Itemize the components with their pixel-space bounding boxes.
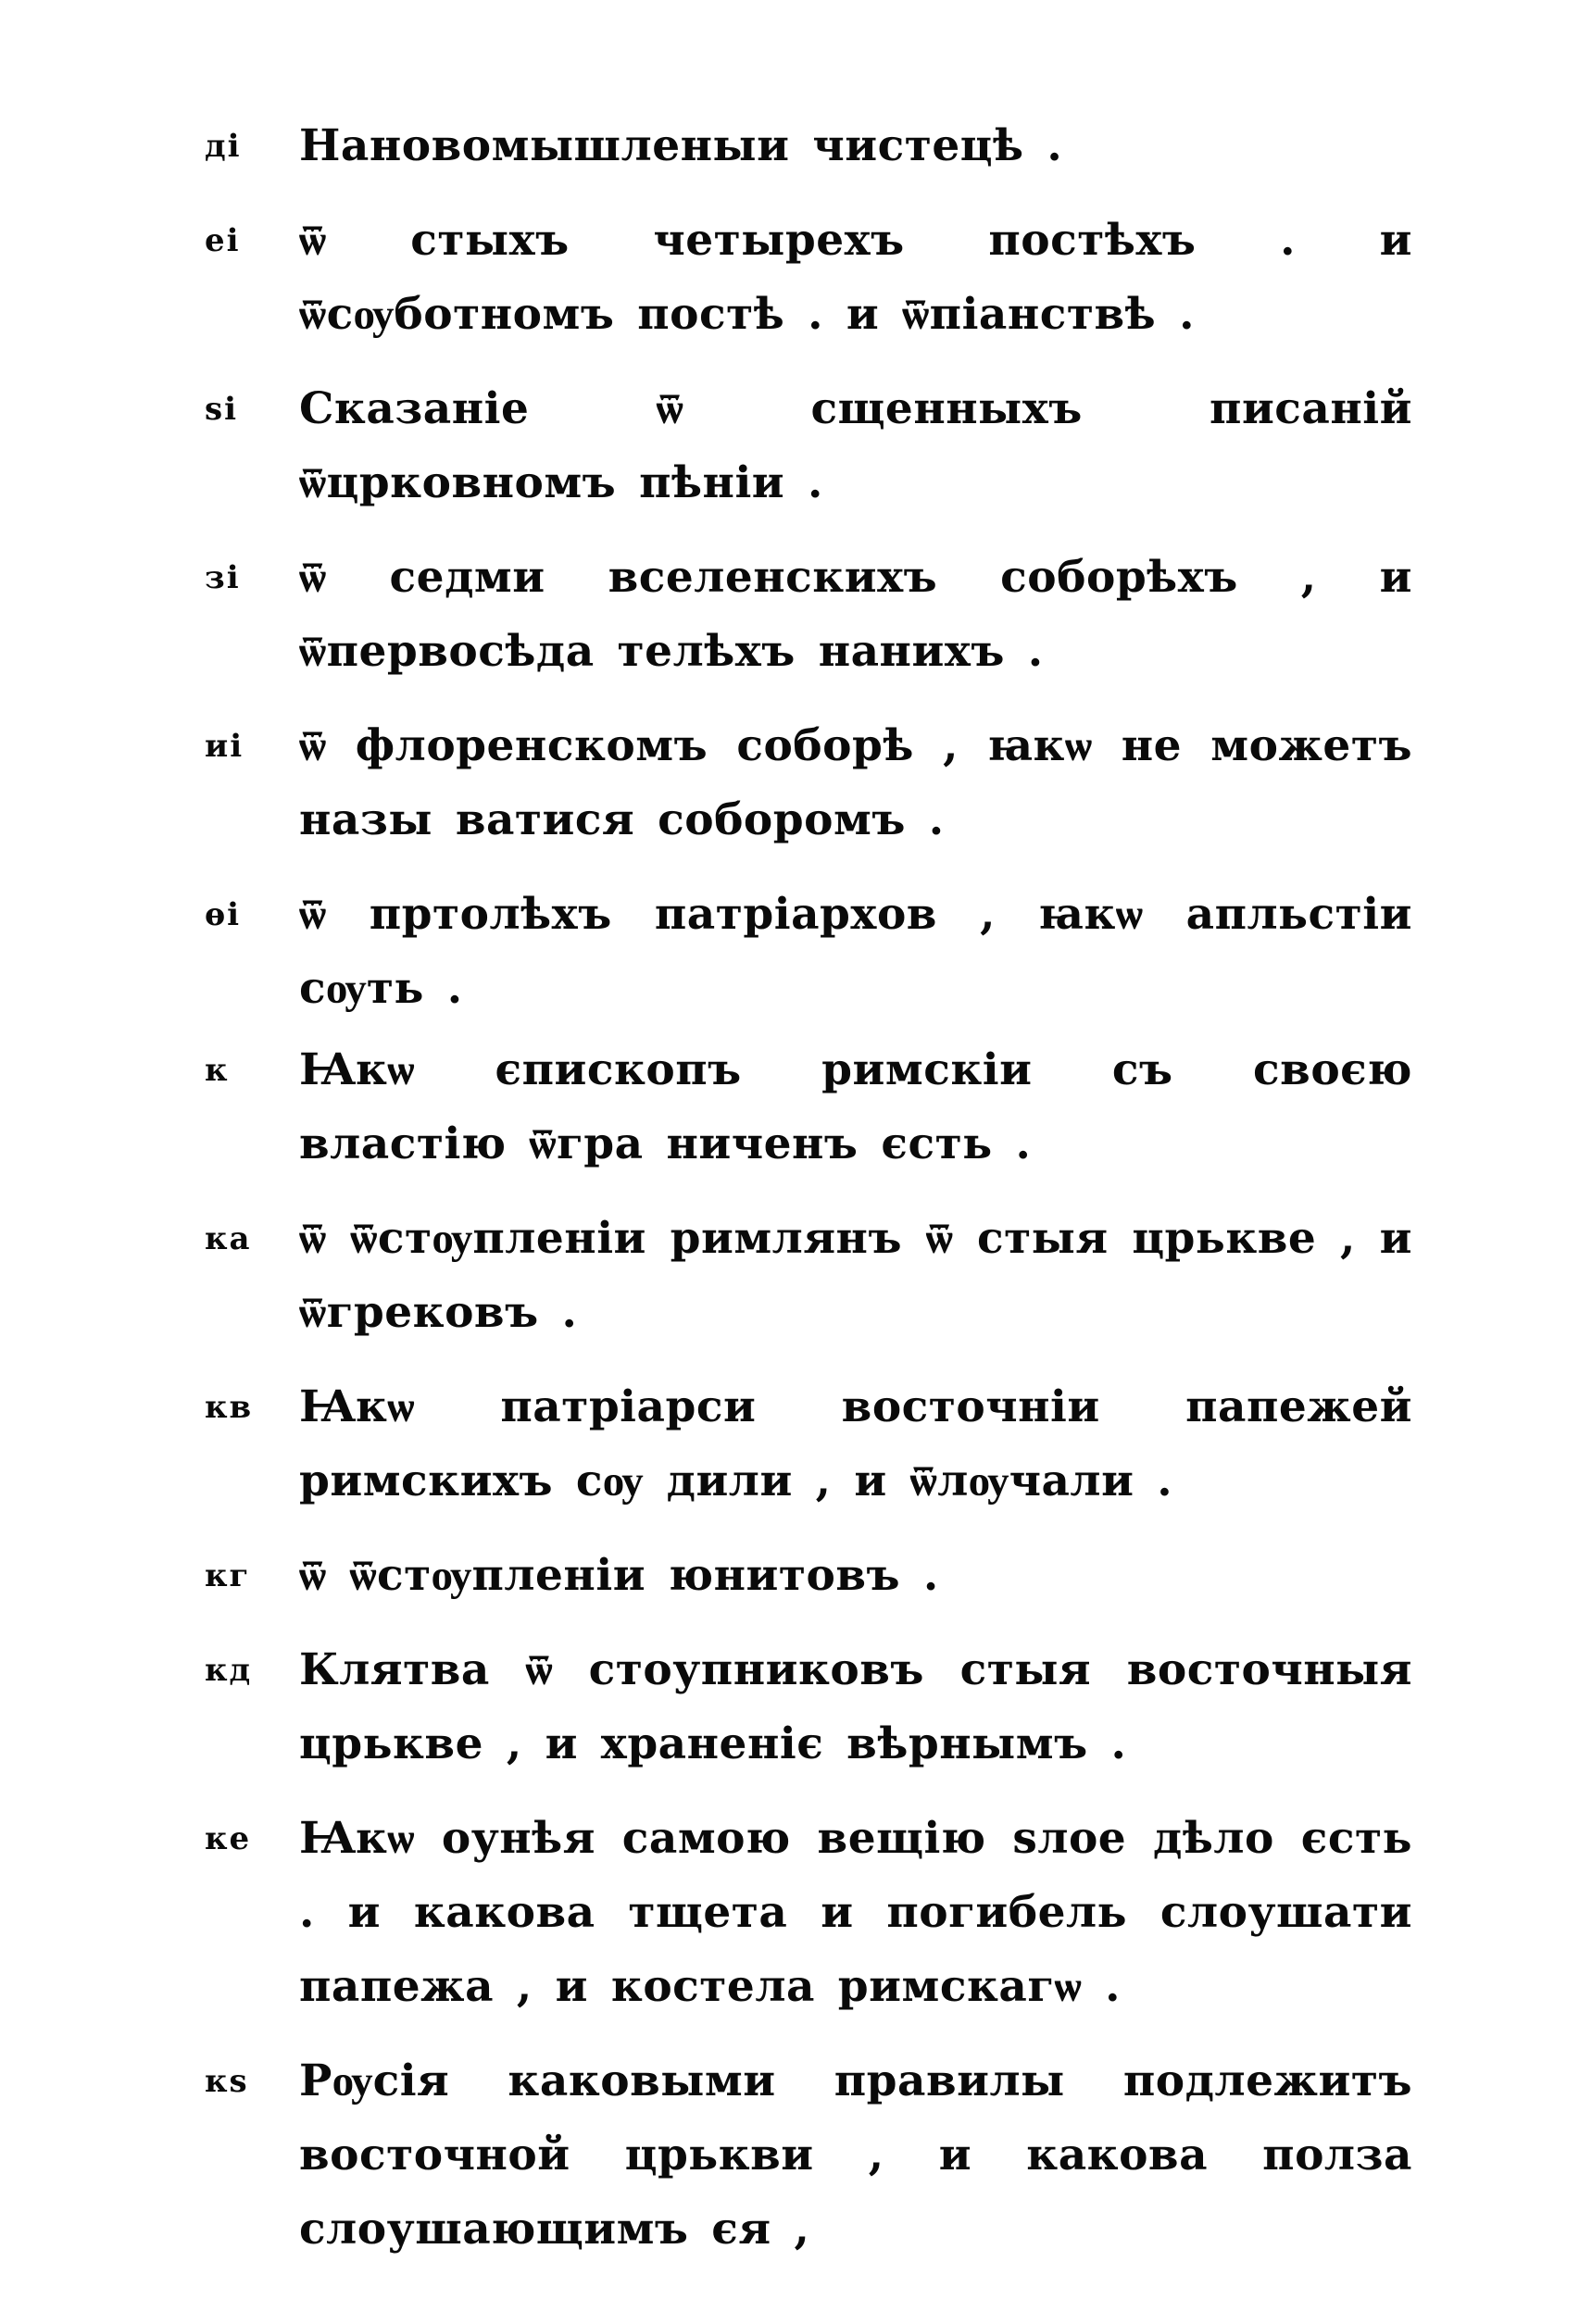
entry-text: Ꙗкѡ патріарси восточніи папежей римскихъ сѹ дили , и ѿлѹчали . <box>299 1381 1412 1506</box>
list-item <box>190 372 1412 520</box>
list-item <box>190 1033 1412 1181</box>
list-item <box>190 204 1412 352</box>
entry-text: ѿ ѿстѹпленіи римлянъ ѿ стыя црькве , и ѿгрековъ . <box>299 1213 1412 1338</box>
entry-number: ка <box>205 1220 252 1257</box>
entry-text: Клятва ѿ стоупниковъ стыя восточныя црькве , и храненіє вѣрнымъ . <box>299 1644 1412 1769</box>
entry-text: Рѹсія каковыми правилы подлежитъ восточной црькви , и какова полза слоушающимъ єя , <box>299 2055 1412 2255</box>
table-of-contents <box>190 109 1412 2287</box>
list-item <box>190 878 1412 1026</box>
entry-text: ѿ стыхъ четырехъ постѣхъ . и ѿсѹботномъ постѣ . и ѿпіанствѣ . <box>299 215 1412 340</box>
list-item <box>190 1370 1412 1518</box>
entry-text: ѿ седми вселенскихъ соборѣхъ , и ѿпервосѣда телѣхъ нанихъ . <box>299 552 1412 677</box>
entry-number: ді <box>205 128 242 165</box>
entry-number: к <box>205 1052 230 1089</box>
entry-number: кд <box>205 1652 253 1689</box>
list-item <box>190 1202 1412 1350</box>
entry-text: ѿ ѿстѹпленіи юнитовъ . <box>299 1550 939 1601</box>
list-item <box>190 1539 1412 1613</box>
entry-number: иі <box>205 728 244 765</box>
list-item <box>190 109 1412 183</box>
list-item <box>190 1633 1412 1781</box>
entry-number: еі <box>205 222 241 259</box>
entry-number: зі <box>205 559 241 596</box>
entry-text: Сказаніе ѿ сщенныхъ писаній ѿцрковномъ пѣніи . <box>299 383 1412 508</box>
entry-text: ѿ флоренскомъ соборѣ , ꙗкѡ не можетъ назы ватися соборомъ . <box>299 720 1412 845</box>
entry-text: ѿ пртолѣхъ патріархов , ꙗкѡ апльстіи сѹть . <box>299 889 1412 1014</box>
list-item <box>190 541 1412 689</box>
entry-text: Нановомышленыи чистецѣ . <box>299 120 1063 171</box>
entry-number: ке <box>205 1820 252 1857</box>
list-item <box>190 709 1412 857</box>
entry-text: Ꙗкѡ оунѣя самою вещію ѕлое дѣло єсть . и какова тщета и погибель слоушати папежа , и костела римскагѡ . <box>299 1813 1412 2012</box>
entry-text: Ꙗкѡ єпископъ римскіи съ своєю властію ѿгра ниченъ єсть . <box>299 1044 1412 1169</box>
list-item <box>190 1802 1412 2024</box>
entry-number: ѳі <box>205 896 242 933</box>
entry-number: кѕ <box>205 2063 249 2100</box>
entry-number: ѕі <box>205 391 239 428</box>
list-item <box>190 2044 1412 2267</box>
entry-number: кв <box>205 1389 254 1426</box>
entry-number: кг <box>205 1557 251 1594</box>
